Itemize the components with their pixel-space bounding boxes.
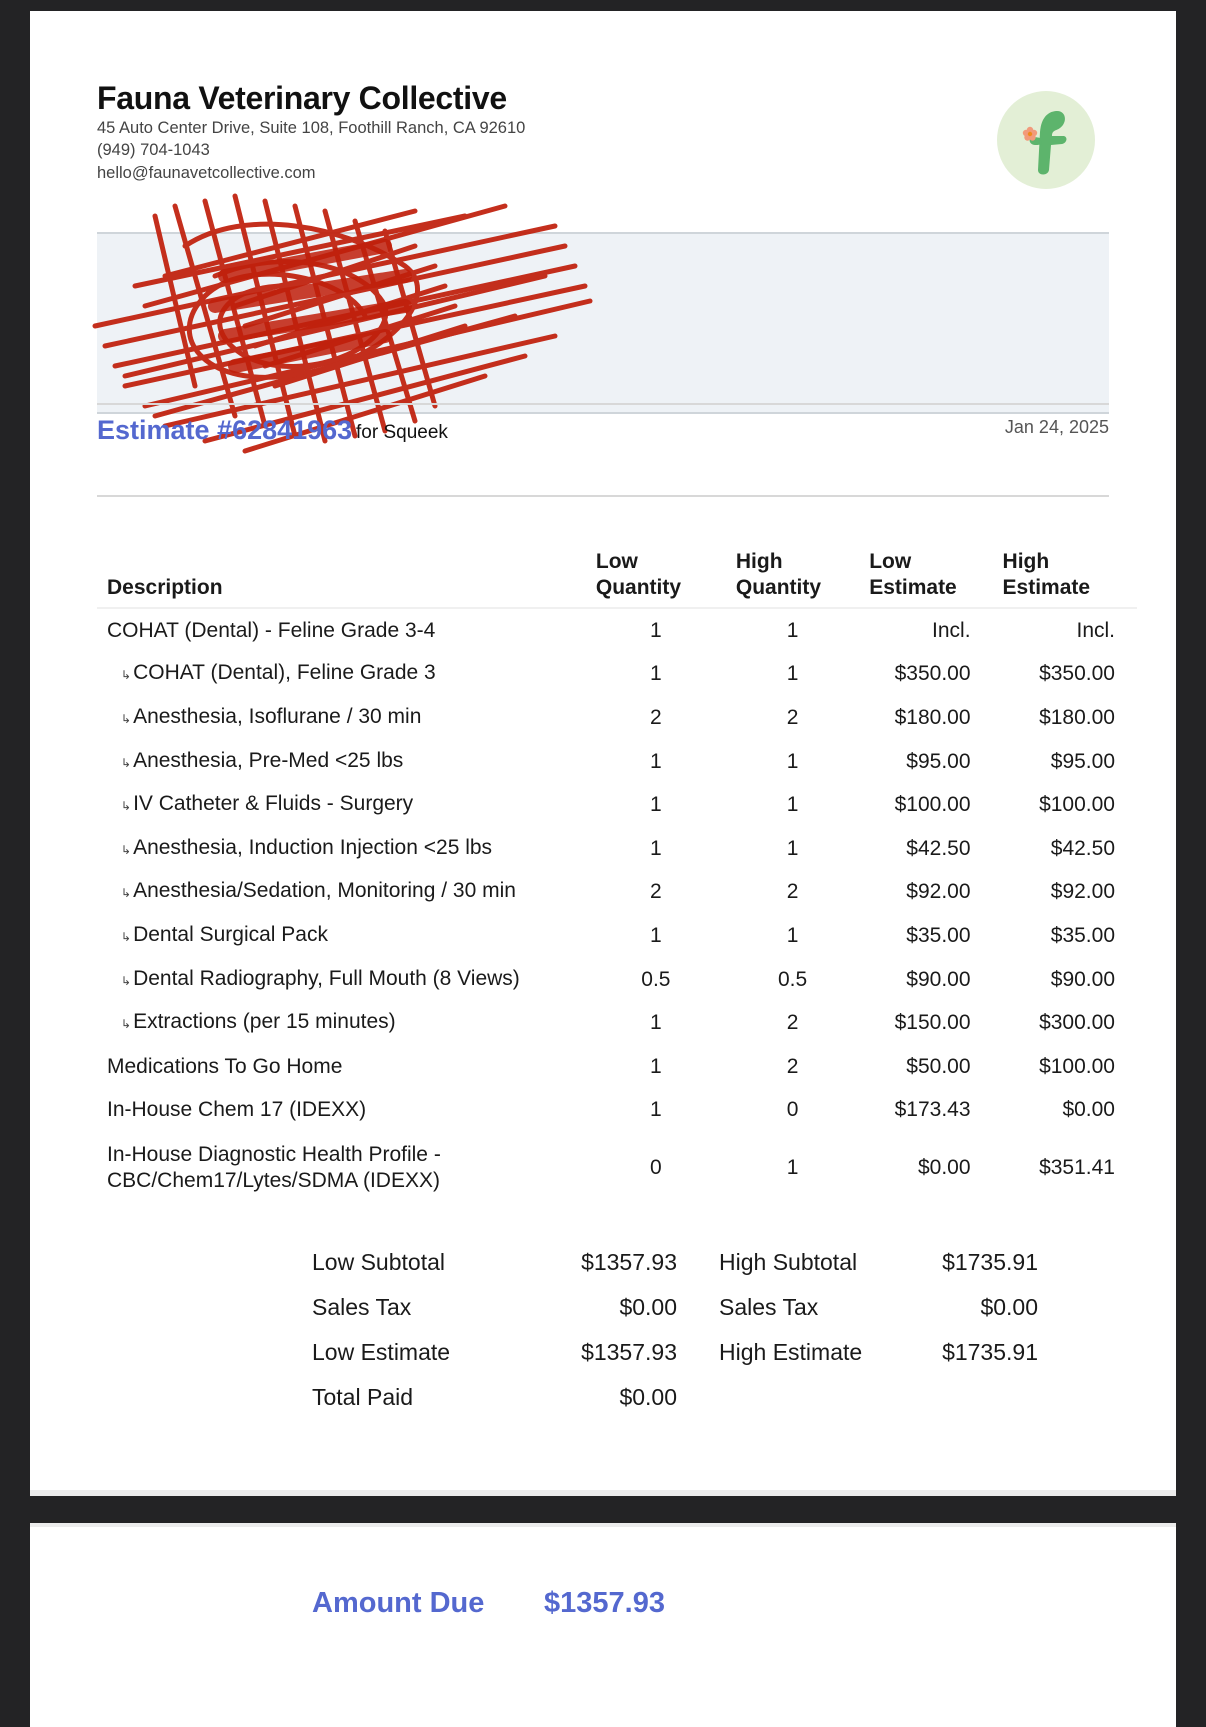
row-description: Anesthesia, Induction Injection <25 lbs <box>133 835 493 859</box>
cell-low-quantity: 0 <box>650 1156 662 1180</box>
cell-description <box>97 1001 586 1045</box>
cell-description <box>97 1132 586 1204</box>
cell-low-estimate: $0.00 <box>917 1156 971 1180</box>
cell-high-quantity: 1 <box>786 618 799 642</box>
cell-low-estimate: $173.43 <box>894 1098 971 1122</box>
total-paid-value: $0.00 <box>619 1384 677 1410</box>
cell-high-estimate: $351.41 <box>1039 1156 1115 1180</box>
cell-high-quantity: 1 <box>786 836 799 860</box>
row-description: Anesthesia, Isoflurane / 30 min <box>133 704 422 728</box>
sub-item-arrow-icon: ↳ <box>121 886 132 901</box>
cell-low-estimate: $150.00 <box>894 1011 971 1035</box>
row-description: Dental Radiography, Full Mouth (8 Views) <box>133 966 520 990</box>
estimate-number: Estimate #62841963 <box>97 415 353 445</box>
amount-due-label: Amount Due <box>312 1587 485 1619</box>
cell-low-estimate: $35.00 <box>906 923 971 947</box>
cell-high-estimate: $350.00 <box>1039 662 1115 686</box>
estimate-patient: for Squeek <box>356 422 448 443</box>
high-subtotal-value: $1735.91 <box>942 1249 1038 1275</box>
cell-low-estimate: $180.00 <box>894 705 971 729</box>
clinic-email: hello@faunavetcollective.com <box>97 164 316 182</box>
estimate-page-2 <box>30 1523 1176 1727</box>
row-description: IV Catheter & Fluids - Surgery <box>133 792 414 816</box>
cell-description <box>97 609 586 653</box>
cell-high-quantity: 1 <box>786 793 799 817</box>
cell-description <box>97 958 586 1002</box>
cell-description <box>97 827 586 871</box>
cell-low-estimate: $42.50 <box>906 836 971 860</box>
row-description-line2: CBC/Chem17/Lytes/SDMA (IDEXX) <box>107 1169 440 1193</box>
cell-high-estimate: $100.00 <box>1039 1054 1115 1078</box>
cell-low-estimate: $350.00 <box>894 662 971 686</box>
cell-high-quantity: 2 <box>786 1054 799 1078</box>
estimate-date: Jan 24, 2025 <box>1004 417 1109 437</box>
cell-low-estimate: $100.00 <box>894 793 971 817</box>
cell-high-estimate: Incl. <box>1076 618 1115 642</box>
cell-high-quantity: 2 <box>786 705 799 729</box>
high-sales-tax-label: Sales Tax <box>719 1294 819 1320</box>
estimate-page-1 <box>30 11 1176 1496</box>
sub-item-arrow-icon: ↳ <box>121 973 132 988</box>
table-row <box>97 1089 1137 1133</box>
table-row <box>97 827 1137 871</box>
table-row <box>97 740 1137 784</box>
cell-description <box>97 914 586 958</box>
low-sales-tax-label: Sales Tax <box>312 1294 412 1320</box>
low-subtotal-label: Low Subtotal <box>312 1249 445 1275</box>
cell-high-quantity: 1 <box>786 1156 799 1180</box>
row-description: Dental Surgical Pack <box>133 922 328 946</box>
cell-low-estimate: $90.00 <box>906 967 971 991</box>
line-items-table <box>97 549 1137 1204</box>
sub-item-arrow-icon: ↳ <box>121 799 132 814</box>
table-row <box>97 1001 1137 1045</box>
table-row <box>97 914 1137 958</box>
cell-low-quantity: 0.5 <box>641 967 671 991</box>
sub-item-arrow-icon: ↳ <box>121 668 132 683</box>
cell-low-quantity: 1 <box>650 662 662 686</box>
divider-bottom <box>97 495 1109 497</box>
table-row <box>97 958 1137 1002</box>
cell-high-quantity: 0 <box>786 1098 799 1122</box>
table-row <box>97 609 1137 653</box>
cell-high-quantity: 2 <box>786 880 799 904</box>
header-description: Description <box>97 549 586 609</box>
clinic-name: Fauna Veterinary Collective <box>97 80 507 116</box>
cell-high-estimate: $180.00 <box>1039 705 1115 729</box>
cell-low-quantity: 1 <box>650 1054 662 1078</box>
table-row <box>97 1045 1137 1089</box>
cell-low-estimate: $92.00 <box>906 880 971 904</box>
row-description: COHAT (Dental) - Feline Grade 3-4 <box>107 618 436 642</box>
cell-description <box>97 740 586 784</box>
cell-low-quantity: 2 <box>650 705 662 729</box>
high-estimate-label: High Estimate <box>719 1339 863 1365</box>
header-low-quantity: Low Quantity <box>586 549 726 609</box>
cell-high-quantity: 1 <box>786 749 799 773</box>
low-estimate-value: $1357.93 <box>581 1339 677 1365</box>
cell-low-quantity: 1 <box>650 923 662 947</box>
table-row <box>97 871 1137 915</box>
low-subtotal-value: $1357.93 <box>581 1249 677 1275</box>
cell-description <box>97 696 586 740</box>
cell-high-quantity: 0.5 <box>777 967 808 991</box>
cell-high-estimate: $95.00 <box>1050 749 1115 773</box>
table-row <box>97 653 1137 697</box>
cell-high-estimate: $35.00 <box>1050 923 1115 947</box>
table-row <box>97 1132 1137 1204</box>
cell-low-estimate: $50.00 <box>906 1054 971 1078</box>
cell-low-estimate: Incl. <box>932 618 971 642</box>
total-paid-label: Total Paid <box>312 1384 414 1410</box>
cell-high-quantity: 2 <box>786 1011 799 1035</box>
low-sales-tax-value: $0.00 <box>619 1294 677 1320</box>
cell-description <box>97 1089 586 1133</box>
low-estimate-label: Low Estimate <box>312 1339 451 1365</box>
cell-low-quantity: 1 <box>650 1098 662 1122</box>
cell-description <box>97 653 586 697</box>
cell-low-quantity: 1 <box>650 793 662 817</box>
row-description: COHAT (Dental), Feline Grade 3 <box>133 661 436 685</box>
header-high-estimate: High Estimate <box>993 549 1137 609</box>
row-description: In-House Chem 17 (IDEXX) <box>107 1098 367 1122</box>
cell-high-quantity: 1 <box>786 662 799 686</box>
divider-top <box>97 403 1109 405</box>
high-sales-tax-value: $0.00 <box>980 1294 1038 1320</box>
cell-low-quantity: 1 <box>650 1011 662 1035</box>
cell-high-estimate: $300.00 <box>1039 1011 1115 1035</box>
cell-low-estimate: $95.00 <box>906 749 971 773</box>
sub-item-arrow-icon: ↳ <box>121 929 132 944</box>
sub-item-arrow-icon: ↳ <box>121 711 132 726</box>
clinic-address: 45 Auto Center Drive, Suite 108, Foothill Ranch, CA 92610 <box>97 119 526 137</box>
high-estimate-value: $1735.91 <box>942 1339 1038 1365</box>
row-description: Medications To Go Home <box>107 1054 343 1078</box>
fauna-logo-icon <box>996 90 1096 190</box>
cell-high-estimate: $42.50 <box>1050 836 1115 860</box>
row-description: Extractions (per 15 minutes) <box>133 1010 396 1034</box>
cell-description <box>97 1045 586 1089</box>
sub-item-arrow-icon: ↳ <box>121 1017 132 1032</box>
header-low-estimate: Low Estimate <box>859 549 992 609</box>
row-description: Anesthesia, Pre-Med <25 lbs <box>133 748 404 772</box>
cell-high-quantity: 1 <box>786 923 799 947</box>
cell-high-estimate: $100.00 <box>1039 793 1115 817</box>
cell-high-estimate: $90.00 <box>1050 967 1115 991</box>
high-subtotal-label: High Subtotal <box>719 1249 858 1275</box>
cell-low-quantity: 1 <box>650 836 662 860</box>
table-row <box>97 696 1137 740</box>
table-header-row <box>97 549 1137 609</box>
sub-item-arrow-icon: ↳ <box>121 755 132 770</box>
cell-description <box>97 871 586 915</box>
cell-low-quantity: 2 <box>650 880 662 904</box>
cell-high-estimate: $92.00 <box>1050 880 1115 904</box>
cell-low-quantity: 1 <box>650 618 662 642</box>
row-description-line1: In-House Diagnostic Health Profile - <box>107 1143 441 1167</box>
cell-low-quantity: 1 <box>650 749 662 773</box>
row-description: Anesthesia/Sedation, Monitoring / 30 min <box>133 879 516 903</box>
header-high-quantity: High Quantity <box>726 549 859 609</box>
cell-high-estimate: $0.00 <box>1062 1098 1115 1122</box>
table-row <box>97 783 1137 827</box>
clinic-phone: (949) 704-1043 <box>97 141 210 159</box>
cell-description <box>97 783 586 827</box>
sub-item-arrow-icon: ↳ <box>121 842 132 857</box>
amount-due-value: $1357.93 <box>544 1587 665 1619</box>
